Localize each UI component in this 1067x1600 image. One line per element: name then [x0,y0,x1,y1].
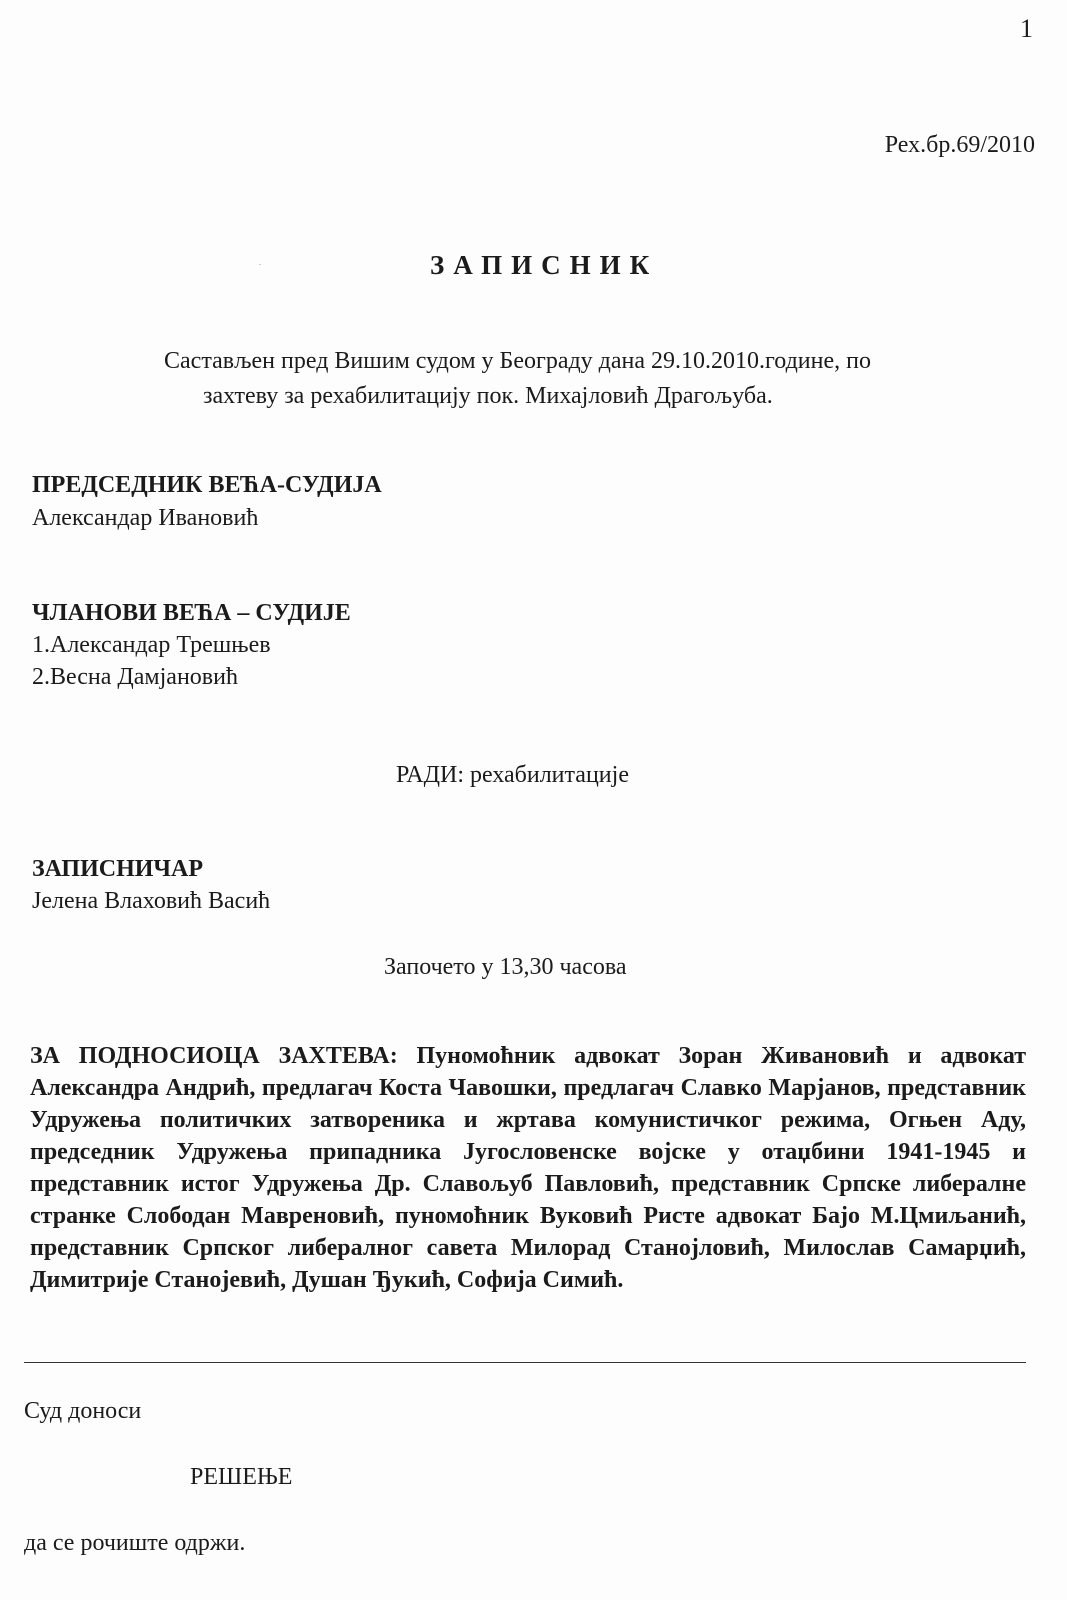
case-number: Рех.бр.69/2010 [884,132,1035,158]
page-number: 1 [1020,14,1033,43]
president-name: Александар Ивановић [32,505,259,531]
parties-paragraph: ЗА ПОДНОСИОЦА ЗАХТЕВА: Пуномоћник адвокат Зоран Живановић и адвокат Александра Андрић, предлагач Коста Чавошки, предлагач Славко Марјанов, представник Удружења политичких затвореника и жртава комунистичког режима, Огњен Аду, председник Удружења припадника Југословенске војске у отаџбини 1941-1945 и представник истог Удружења Др. Славољуб Павловић, представник Српске либералне странке Слободан Мавреновић, пуномоћник Вуковић Ристе адвокат Бајо М.Цмиљанић, представник Српског либералног савета Милорад Станојловић, Милослав Самарџић, Димитрије Станојевић, Душан Ђукић, Софија Симић. [30,1043,1026,1293]
decision-title: РЕШЕЊЕ [190,1464,293,1490]
president-heading: ПРЕДСЕДНИК ВЕЋА-СУДИЈА [32,472,382,498]
recorder-name: Јелена Влаховић Васић [32,888,271,914]
subject-line: РАДИ: рехабилитације [396,762,629,788]
member-1: 1.Александар Трешњев [32,632,271,658]
document-title: ЗАПИСНИК [430,250,659,280]
court-line: Суд доноси [24,1398,142,1424]
member-2: 2.Весна Дамјановић [32,664,238,690]
divider [24,1362,1026,1363]
recorder-heading: ЗАПИСНИЧАР [32,856,204,882]
intro-line-1: Састављен пред Вишим судом у Београду дана 29.10.2010.године, по [164,348,871,374]
start-time: Започето у 13,30 часова [384,954,627,980]
members-heading: ЧЛАНОВИ ВЕЋА – СУДИЈЕ [32,600,351,626]
intro-line-2: захтеву за рехабилитацију пок. Михајловић Драгољуба. [203,383,773,409]
decision-text: да се рочиште одржи. [24,1530,246,1556]
